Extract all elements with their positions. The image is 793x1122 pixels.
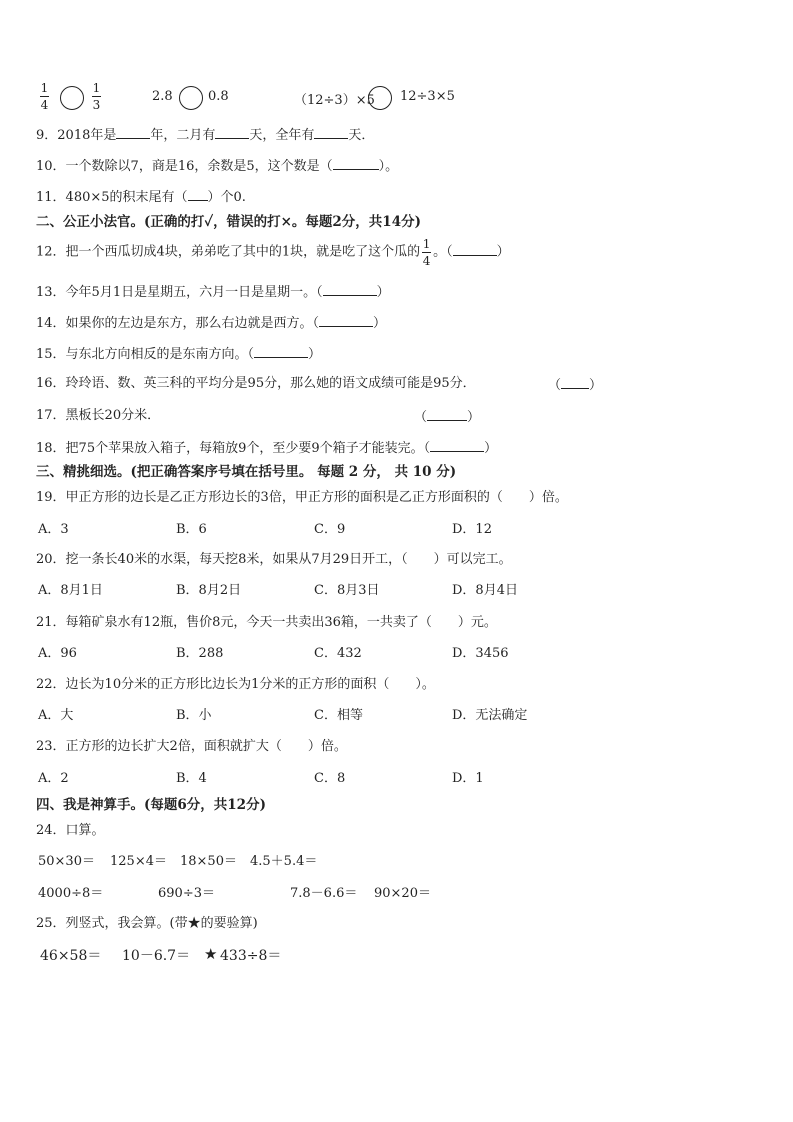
fraction-one-fourth: $\frac{1}{4}$ xyxy=(422,237,431,268)
option-a[interactable]: A．96 xyxy=(38,646,77,661)
section-3-title: 三、精挑细选。(把正确答案序号填在括号里。 每题 2 分， 共 10 分) xyxy=(36,464,457,480)
question-23: 23．正方形的边长扩大2倍，面积就扩大（ ）倍。 xyxy=(36,739,347,754)
calc-item: 46×58＝ xyxy=(40,948,102,964)
math-item: 7.8－6.6＝ xyxy=(290,886,358,901)
option-d[interactable]: D．无法确定 xyxy=(452,708,528,723)
question-12: 12．把一个西瓜切成4块，弟弟吃了其中的1块，就是吃了这个瓜的 $\frac{1}{4}$ 。（ ） xyxy=(36,237,510,268)
math-item: 50×30＝ xyxy=(38,854,95,869)
option-d[interactable]: D．1 xyxy=(452,771,484,786)
question-13: 13．今年5月1日是星期五，六月一日是星期一。（ ） xyxy=(36,281,390,303)
answer-blank[interactable] xyxy=(323,281,377,296)
answer-blank[interactable] xyxy=(430,437,484,452)
question-19: 19．甲正方形的边长是乙正方形边长的3倍，甲正方形的面积是乙正方形面积的（ ）倍。 xyxy=(36,490,568,505)
question-25: 25．列竖式，我会算。(带★的要验算) xyxy=(36,916,258,931)
answer-blank[interactable] xyxy=(333,155,379,170)
answer-blank[interactable] xyxy=(561,374,589,389)
option-c[interactable]: C．8月3日 xyxy=(314,583,380,598)
option-b[interactable]: B．4 xyxy=(176,771,207,786)
option-a[interactable]: A．大 xyxy=(38,708,74,723)
question-9: 9．2018年是 年，二月有 天，全年有 天． xyxy=(36,124,374,146)
star-icon: ★ xyxy=(204,945,218,963)
question-17-answer: （ ） xyxy=(414,406,480,428)
option-b[interactable]: B．8月2日 xyxy=(176,583,242,598)
compare-value-left: 2.8 xyxy=(152,89,173,104)
question-22: 22．边长为10分米的正方形比边长为1分米的正方形的面积（ ）。 xyxy=(36,677,435,692)
answer-blank[interactable] xyxy=(314,124,348,139)
question-24: 24．口算。 xyxy=(36,823,105,838)
compare-circle[interactable] xyxy=(368,86,392,110)
question-18: 18．把75个苹果放入箱子，每箱放9个，至少要9个箱子才能装完。（ ） xyxy=(36,437,497,459)
option-a[interactable]: A．3 xyxy=(38,522,69,537)
compare-circle[interactable] xyxy=(60,86,84,110)
question-15: 15．与东北方向相反的是东南方向。（ ） xyxy=(36,343,321,365)
question-16-answer: （ ） xyxy=(548,374,602,396)
compare-expr-right: 12÷3×5 xyxy=(400,89,455,104)
question-21: 21．每箱矿泉水有12瓶，售价8元，今天一共卖出36箱，一共卖了（ ）元。 xyxy=(36,615,497,630)
question-20: 20．挖一条长40米的水渠，每天挖8米，如果从7月29日开工，（ ）可以完工。 xyxy=(36,552,512,567)
math-item: 125×4＝ xyxy=(110,854,167,869)
answer-blank[interactable] xyxy=(215,124,249,139)
answer-blank[interactable] xyxy=(188,186,208,201)
option-c[interactable]: C．9 xyxy=(314,522,346,537)
section-4-title: 四、我是神算手。(每题6分，共12分) xyxy=(36,797,266,813)
option-c[interactable]: C．432 xyxy=(314,646,362,661)
option-d[interactable]: D．3456 xyxy=(452,646,509,661)
compare-expr-left: （12÷3）×5 xyxy=(294,93,375,108)
answer-blank[interactable] xyxy=(254,343,308,358)
fraction-one-fourth: 1 4 xyxy=(40,81,49,112)
fraction-one-third: 1 3 xyxy=(92,81,101,112)
answer-blank[interactable] xyxy=(427,406,467,421)
option-b[interactable]: B．小 xyxy=(176,708,212,723)
calc-item: 433÷8＝ xyxy=(220,948,282,964)
question-11: 11．480×5的积末尾有（ ）个0. xyxy=(36,186,246,208)
math-item: 4000÷8＝ xyxy=(38,886,104,901)
math-item: 18×50＝ xyxy=(180,854,237,869)
question-16: 16．玲玲语、数、英三科的平均分是95分，那么她的语文成绩可能是95分． xyxy=(36,376,476,391)
option-d[interactable]: D．12 xyxy=(452,522,492,537)
option-d[interactable]: D．8月4日 xyxy=(452,583,518,598)
question-10: 10．一个数除以7，商是16，余数是5，这个数是（ ）。 xyxy=(36,155,398,177)
answer-blank[interactable] xyxy=(319,312,373,327)
answer-blank[interactable] xyxy=(453,241,497,256)
option-c[interactable]: C．8 xyxy=(314,771,346,786)
compare-value-right: 0.8 xyxy=(208,89,229,104)
math-item: 690÷3＝ xyxy=(158,886,215,901)
option-c[interactable]: C．相等 xyxy=(314,708,363,723)
math-item: 90×20＝ xyxy=(374,886,431,901)
question-14: 14．如果你的左边是东方，那么右边就是西方。（ ） xyxy=(36,312,386,334)
calc-item: 10－6.7＝ xyxy=(122,948,191,964)
option-b[interactable]: B．6 xyxy=(176,522,207,537)
option-a[interactable]: A．8月1日 xyxy=(38,583,103,598)
section-2-title: 二、公正小法官。(正确的打✓，错误的打×。每题2分，共14分) xyxy=(36,214,421,230)
option-b[interactable]: B．288 xyxy=(176,646,224,661)
question-17: 17．黑板长20分米． xyxy=(36,408,161,423)
answer-blank[interactable] xyxy=(116,124,150,139)
option-a[interactable]: A．2 xyxy=(38,771,69,786)
compare-circle[interactable] xyxy=(179,86,203,110)
math-item: 4.5＋5.4＝ xyxy=(250,854,318,869)
